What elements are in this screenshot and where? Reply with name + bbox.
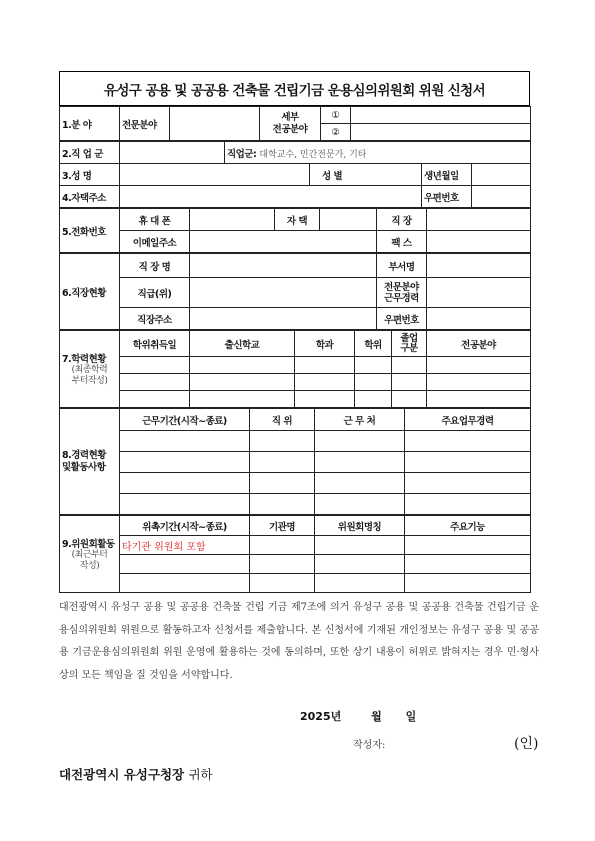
section-personal bbox=[59, 141, 531, 208]
rank-label: 직급(위) bbox=[120, 278, 190, 308]
edu-header-school: 출신학교 bbox=[190, 331, 295, 357]
section-career bbox=[59, 408, 531, 515]
workplace-label: 6.직장현황 bbox=[60, 254, 120, 330]
phone-label: 5.전화번호 bbox=[60, 209, 120, 253]
date-month: 월 bbox=[371, 710, 382, 723]
committee-header-org: 기관명 bbox=[250, 516, 315, 536]
consent-statement: 대전광역시 유성구 공용 및 공공용 건축물 건립 기금 제7조에 의거 유성구 공용 및 공공용 건축물 건립기금 운용심의위원회 위원으로 활동하고자 신청서를 제출합니다. 본 신청서에 기재된 개인정보는 유성구 공용 및 공공용 기금운용심의위원회 위원 운영에 활용하는 것에 동의하며, 또한 상기 내용이 허위로 밝혀지는 경우 민·형사상의 모든 책임을 질 것임을 서약합니다. bbox=[59, 602, 539, 681]
birth-input[interactable] bbox=[472, 164, 531, 186]
major-field-label: 전문분야 bbox=[120, 107, 170, 141]
dept-input[interactable] bbox=[427, 254, 531, 278]
table-row bbox=[60, 452, 531, 473]
detail-field-input-2[interactable] bbox=[351, 124, 531, 141]
work-phone-label: 직 장 bbox=[377, 209, 427, 231]
career-header-workplace: 근 무 처 bbox=[315, 409, 405, 431]
table-row bbox=[60, 555, 531, 574]
education-sub: (최종학력 부터작성) bbox=[71, 365, 108, 386]
detail-number-1: ① bbox=[321, 107, 351, 124]
work-address-label: 직장주소 bbox=[120, 308, 190, 330]
application-form bbox=[59, 71, 530, 593]
home-address-input[interactable] bbox=[120, 186, 422, 208]
edu-header-grad: 졸업 구분 bbox=[392, 331, 427, 357]
date-line bbox=[300, 708, 430, 724]
career-label: 전문분야 근무경력 bbox=[377, 278, 427, 308]
mobile-label: 휴 대 폰 bbox=[120, 209, 190, 231]
committee-note[interactable]: 타기관 위원회 포함 bbox=[120, 536, 250, 555]
name-input[interactable] bbox=[120, 164, 310, 186]
table-row bbox=[60, 473, 531, 494]
field-label: 1.분 야 bbox=[60, 107, 120, 141]
writer-label: 작성자: bbox=[353, 740, 386, 751]
addressee-name: 대전광역시 유성구청장 bbox=[59, 767, 185, 782]
addressee-suffix: 귀하 bbox=[188, 767, 213, 782]
home-address-label: 4.자택주소 bbox=[60, 186, 120, 208]
detail-number-2: ② bbox=[321, 124, 351, 141]
job-group-input[interactable] bbox=[120, 142, 225, 164]
section-phone bbox=[59, 208, 531, 253]
section-committee bbox=[59, 515, 531, 593]
table-row bbox=[60, 431, 531, 452]
major-field-input[interactable] bbox=[170, 107, 260, 141]
form-title: 유성구 공용 및 공공용 건축물 건립기금 운용심의위원회 위원 신청서 bbox=[59, 71, 530, 106]
job-group-hint: 대학교수, 민간전문가, 기타 bbox=[259, 149, 367, 160]
work-address-input[interactable] bbox=[190, 308, 377, 330]
dept-label: 부서명 bbox=[377, 254, 427, 278]
seal-mark: (인) bbox=[514, 736, 539, 752]
email-label: 이메일주소 bbox=[120, 231, 190, 253]
work-zip-label: 우편번호 bbox=[377, 308, 427, 330]
fax-input[interactable] bbox=[427, 231, 531, 253]
addressee bbox=[59, 765, 213, 783]
edu-header-dept: 학과 bbox=[295, 331, 355, 357]
email-input[interactable] bbox=[190, 231, 377, 253]
career-input[interactable] bbox=[427, 278, 531, 308]
work-phone-input[interactable] bbox=[427, 209, 531, 231]
table-row bbox=[60, 357, 531, 374]
gender-label: 성 별 bbox=[322, 170, 343, 182]
committee-sub: (최근부터 작성) bbox=[71, 550, 108, 571]
home-phone-label: 자 택 bbox=[275, 209, 320, 231]
edu-header-degree: 학위 bbox=[355, 331, 392, 357]
rank-input[interactable] bbox=[190, 278, 377, 308]
fax-label: 팩 스 bbox=[377, 231, 427, 253]
section-education bbox=[59, 330, 531, 408]
company-input[interactable] bbox=[190, 254, 377, 278]
work-zip-input[interactable] bbox=[427, 308, 531, 330]
section-field bbox=[59, 106, 531, 141]
table-row bbox=[60, 391, 531, 408]
date-year: 2025년 bbox=[300, 710, 342, 723]
committee-header-function: 주요기능 bbox=[405, 516, 531, 536]
section-workplace bbox=[59, 253, 531, 330]
home-zip-input[interactable] bbox=[472, 186, 531, 208]
committee-label: 9.위원회활동 bbox=[62, 539, 115, 550]
career-header-duties: 주요업무경력 bbox=[405, 409, 531, 431]
education-label: 7.학력현황 bbox=[62, 354, 106, 365]
committee-header-period: 위촉기간(시작~종료) bbox=[120, 516, 250, 536]
birth-label: 생년월일 bbox=[422, 164, 472, 186]
job-group-caption: 직업군: bbox=[227, 148, 257, 160]
home-phone-input[interactable] bbox=[320, 209, 377, 231]
name-label: 3.성 명 bbox=[60, 164, 120, 186]
detail-field-label: 세부 전공분야 bbox=[260, 107, 321, 141]
table-row bbox=[60, 374, 531, 391]
detail-field-input-1[interactable] bbox=[351, 107, 531, 124]
career-header-position: 직 위 bbox=[250, 409, 315, 431]
committee-header-name: 위원회명칭 bbox=[315, 516, 405, 536]
career-header-period: 근무기간(시작~종료) bbox=[120, 409, 250, 431]
home-zip-label: 우편번호 bbox=[422, 186, 472, 208]
company-label: 직 장 명 bbox=[120, 254, 190, 278]
table-row bbox=[60, 536, 531, 555]
table-row bbox=[60, 494, 531, 515]
edu-header-date: 학위취득일 bbox=[120, 331, 190, 357]
career-section-label: 8.경력현황 및활동사항 bbox=[60, 409, 120, 515]
job-group-label: 2.직 업 군 bbox=[60, 142, 120, 164]
mobile-input[interactable] bbox=[190, 209, 275, 231]
edu-header-major: 전공분야 bbox=[427, 331, 531, 357]
table-row bbox=[60, 574, 531, 593]
date-day: 일 bbox=[405, 710, 417, 723]
